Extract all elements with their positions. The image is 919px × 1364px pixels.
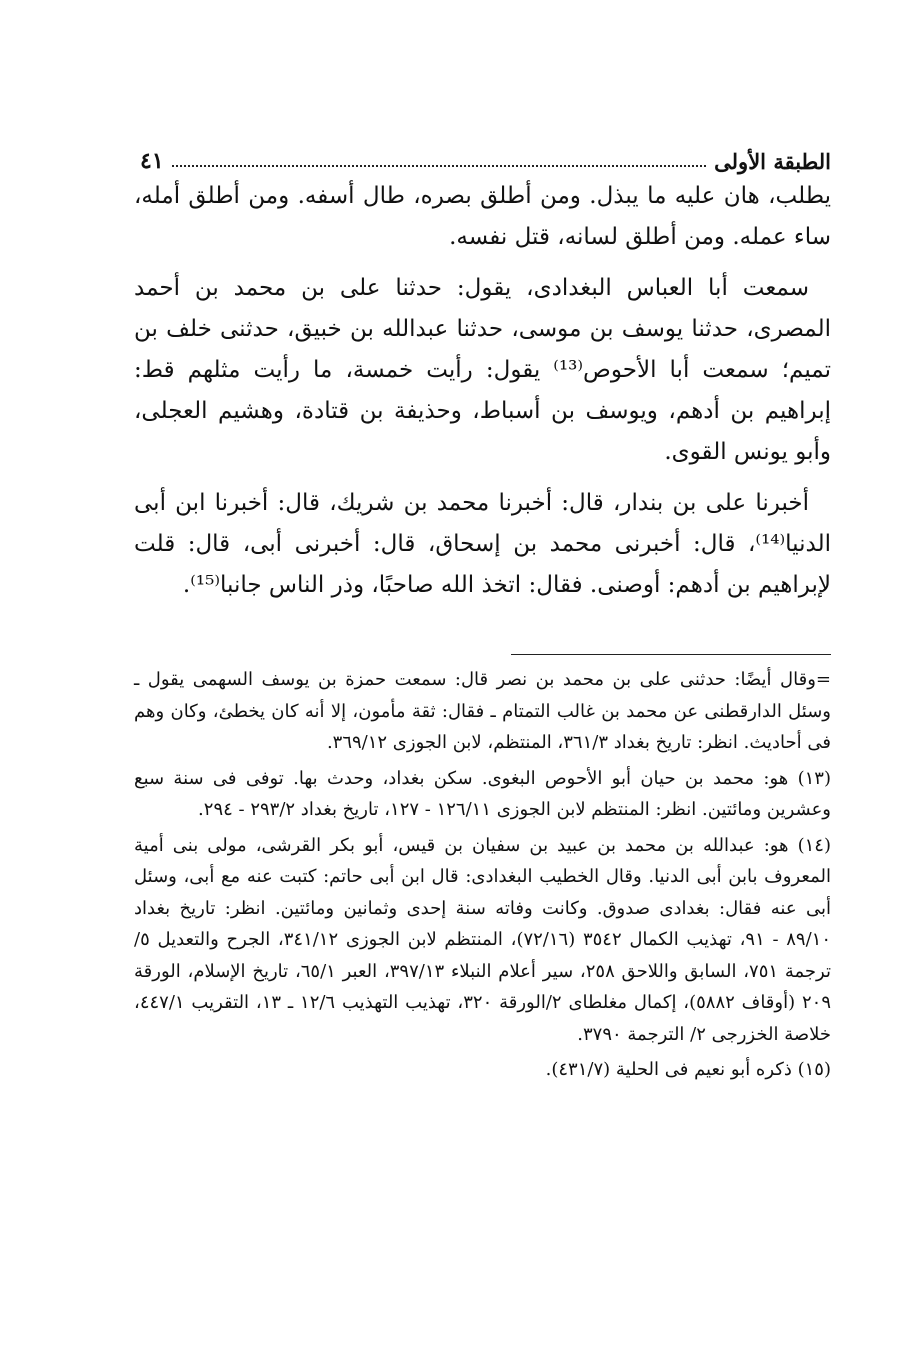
page-header xyxy=(140,140,831,174)
footnote: (١٥) ذكره أبو نعيم فى الحلية (٤٣١/٧). xyxy=(545,1059,831,1080)
footnote: =وقال أيضًا: حدثنى على بن محمد بن نصر قال: سمعت حمزة بن يوسف السهمى يقول ـ وسئل الدارقطنى عن محمد بن غالب التمتام ـ فقال: ثقة مأمون، إلا أنه كان يخطئ، وكان وهم فى أحاديث. انظر: تاريخ بغداد ٣٦١/٣، المنتظم، لابن الجوزى ٣٦٩/١٢. xyxy=(134,669,831,753)
page-number: ٤١ xyxy=(140,148,164,174)
paragraph: يطلب، هان عليه ما يبذل. ومن أطلق بصره، طال أسفه. ومن أطلق أمله، ساء عمله. ومن أطلق لسانه، قتل نفسه. xyxy=(134,183,831,250)
running-title: الطبقة الأولى xyxy=(714,149,831,174)
footnotes xyxy=(134,664,831,1090)
footnote-separator xyxy=(511,654,831,655)
footnote: (١٣) هو: محمد بن حيان أبو الأحوص البغوى. سكن بغداد، وحدث بها. توفى فى سنة سبع وعشرين ومائتين. انظر: المنتظم لابن الجوزى ١٢٦/١١ - ١٢٧، تاريخ بغداد ٢٩٣/٢ - ٢٩٤. xyxy=(134,767,831,820)
dotted-leader xyxy=(172,164,707,167)
paragraph: أخبرنا على بن بندار، قال: أخبرنا محمد بن شريك، قال: أخبرنا ابن أبى الدنيا⁽¹⁴⁾، قال: أخبرنى محمد بن إسحاق، قال: أخبرنى أبى، قال: قلت لإبراهيم بن أدهم: أوصنى. فقال: اتخذ الله صاحبًا، وذر الناس جانبا⁽¹⁵⁾. xyxy=(134,490,831,598)
main-text xyxy=(134,176,831,616)
paragraph: سمعت أبا العباس البغدادى، يقول: حدثنا على بن محمد بن أحمد المصرى، حدثنا يوسف بن موسى، حدثنا عبدالله بن خبيق، حدثنى خلف بن تميم؛ سمعت أبا الأحوص⁽¹³⁾ يقول: رأيت خمسة، ما رأيت مثلهم قط: إبراهيم بن أدهم، ويوسف بن أسباط، وحذيفة بن قتادة، وهشيم العجلى، وأبو يونس القوى. xyxy=(134,275,831,465)
footnote: (١٤) هو: عبدالله بن محمد بن عبيد بن سفيان بن قيس، أبو بكر القرشى، مولى بنى أمية المعروف بابن أبى الدنيا. وقال الخطيب البغدادى: قال ابن أبى حاتم: كتبت عنه مع أبى، وسئل أبى عنه فقال: بغدادى صدوق. وكانت وفاته سنة إحدى وثمانين ومائتين. انظر: تاريخ بغداد ٨٩/١٠ - ٩١، تهذيب الكمال ٣٥٤٢ (٧٢/١٦)، المنتظم لابن الجوزى ٣٤١/١٢، الجرح والتعديل ٥/ترجمة ٧٥١، السابق واللاحق ٢٥٨، سير أعلام النبلاء ٣٩٧/١٣، العبر ٦٥/١، تاريخ الإسلام، الورقة ٢٠٩ (أوقاف ٥٨٨٢)، إكمال مغلطاى ٢/الورقة ٣٢٠، تهذيب التهذيب ١٢/٦ ـ ١٣، التقريب ٤٤٧/١، خلاصة الخزرجى ٢/ الترجمة ٣٧٩٠. xyxy=(134,834,831,1045)
